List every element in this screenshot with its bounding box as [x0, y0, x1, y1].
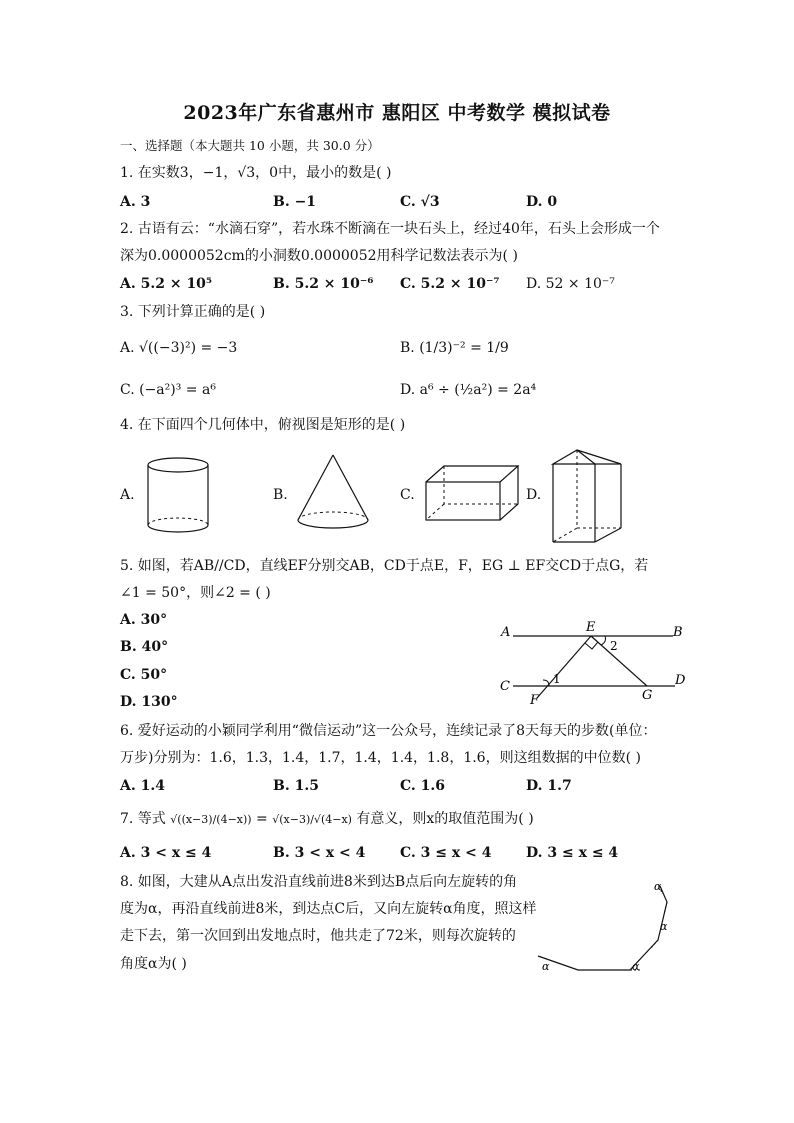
- label-d: D: [675, 673, 686, 688]
- q3-option-d: D. a⁶ ÷ (½a²) = 2a⁴: [400, 382, 537, 398]
- question-6-stem-line2: 万步)分别为：1.6，1.3，1.4，1.7，1.4，1.4，1.8，1.6，则这组数据的中位数( ): [120, 750, 641, 766]
- question-4-stem: 4. 在下面四个几何体中，俯视图是矩形的是( ): [120, 417, 406, 433]
- cuboid-figure: [422, 462, 522, 524]
- page-title: 2023年广东省惠州市 惠阳区 中考数学 模拟试卷: [183, 102, 611, 124]
- q4-option-a: A.: [120, 487, 135, 503]
- q2-option-b: B. 5.2 × 10⁻⁶: [273, 276, 374, 292]
- triangular-prism-figure: [547, 446, 627, 546]
- question-8-stem-line1: 8. 如图，大建从A点出发沿直线前进8米到达B点后向左旋转的角: [120, 874, 518, 890]
- question-8-stem-line4: 角度α为( ): [120, 956, 187, 972]
- q1-option-a: A. 3: [120, 194, 151, 210]
- q6-option-b: B. 1.5: [273, 778, 319, 794]
- alpha-label-2: α: [660, 920, 668, 933]
- question-8-stem-line3: 走下去，第一次回到出发地点时，他共走了72米，则每次旋转的: [120, 928, 516, 944]
- q6-option-d: D. 1.7: [526, 778, 572, 794]
- q3-option-b: B. (1/3)⁻² = 1/9: [400, 340, 509, 356]
- cone-figure: [293, 452, 373, 534]
- parallel-lines-figure: [495, 618, 695, 710]
- label-angle-1: 1: [553, 672, 561, 686]
- question-2-stem-line1: 2. 古语有云：“水滴石穿”，若水珠不断滴在一块石头上，经过40年，石头上会形成一个: [120, 221, 660, 237]
- question-6-stem-line1: 6. 爱好运动的小颖同学利用“微信运动”这一公众号，连续记录了8天每天的步数(单位：: [120, 723, 657, 739]
- q2-option-a: A. 5.2 × 10⁵: [120, 276, 213, 292]
- label-f: F: [530, 693, 540, 708]
- q7-stem-post: 有意义，则x的取值范围为( ): [356, 811, 534, 827]
- label-a: A: [501, 625, 511, 640]
- q4-option-c: C.: [400, 487, 415, 503]
- q7-option-c: C. 3 ≤ x < 4: [400, 845, 492, 861]
- q5-option-b: B. 40°: [120, 639, 169, 655]
- q5-option-d: D. 130°: [120, 694, 178, 710]
- q2-option-c: C. 5.2 × 10⁻⁷: [400, 276, 500, 292]
- q7-option-b: B. 3 < x < 4: [273, 845, 366, 861]
- q4-option-d: D.: [526, 487, 542, 503]
- question-5-stem-line1: 5. 如图，若AB//CD，直线EF分别交AB，CD于点E，F，EG ⊥ EF交CD于点G，若: [120, 558, 649, 574]
- section-heading: 一、选择题（本大题共 10 小题，共 30.0 分）: [120, 138, 380, 153]
- q7-option-d: D. 3 ≤ x ≤ 4: [526, 845, 619, 861]
- q7-stem-pre: 7. 等式: [120, 811, 166, 827]
- q2-option-d: D. 52 × 10⁻⁷: [526, 276, 615, 292]
- q3-option-a: A. √((−3)²) = −3: [120, 340, 238, 356]
- cylinder-figure: [143, 455, 213, 537]
- question-2-stem-line2: 深为0.0000052cm的小洞数0.0000052用科学记数法表示为( ): [120, 248, 518, 264]
- alpha-label-3: α: [542, 960, 550, 973]
- q4-option-b: B.: [273, 487, 288, 503]
- q6-option-a: A. 1.4: [120, 778, 165, 794]
- label-g: G: [642, 688, 653, 703]
- q1-option-c: C. √3: [400, 194, 440, 210]
- label-b: B: [673, 625, 683, 640]
- walking-path-figure: [530, 878, 690, 978]
- q7-expression-lhs: √((x−3)/(4−x)): [170, 813, 252, 826]
- alpha-label-4: α: [632, 960, 640, 973]
- q6-option-c: C. 1.6: [400, 778, 446, 794]
- label-angle-2: 2: [610, 639, 618, 653]
- q1-option-d: D. 0: [526, 194, 558, 210]
- q1-option-b: B. −1: [273, 194, 317, 210]
- question-8-stem-line2: 度为α，再沿直线前进8米，到达点C后，又向左旋转α角度，照这样: [120, 901, 537, 917]
- alpha-label-1: α: [654, 880, 662, 893]
- question-5-stem-line2: ∠1 = 50°，则∠2 = ( ): [120, 585, 271, 601]
- question-1-stem: 1. 在实数3，−1，√3，0中，最小的数是( ): [120, 165, 392, 181]
- label-c: C: [500, 679, 510, 694]
- question-3-stem: 3. 下列计算正确的是( ): [120, 304, 266, 320]
- q7-option-a: A. 3 < x ≤ 4: [120, 845, 212, 861]
- label-e: E: [586, 620, 596, 635]
- question-7-stem: 7. 等式 √((x−3)/(4−x)) = √(x−3)/√(4−x) 有意义，则x的取值范围为( ): [120, 811, 534, 827]
- q3-option-c: C. (−a²)³ = a⁶: [120, 382, 216, 398]
- q5-option-a: A. 30°: [120, 612, 168, 628]
- q7-expression-rhs: √(x−3)/√(4−x): [272, 813, 352, 826]
- q5-option-c: C. 50°: [120, 667, 168, 683]
